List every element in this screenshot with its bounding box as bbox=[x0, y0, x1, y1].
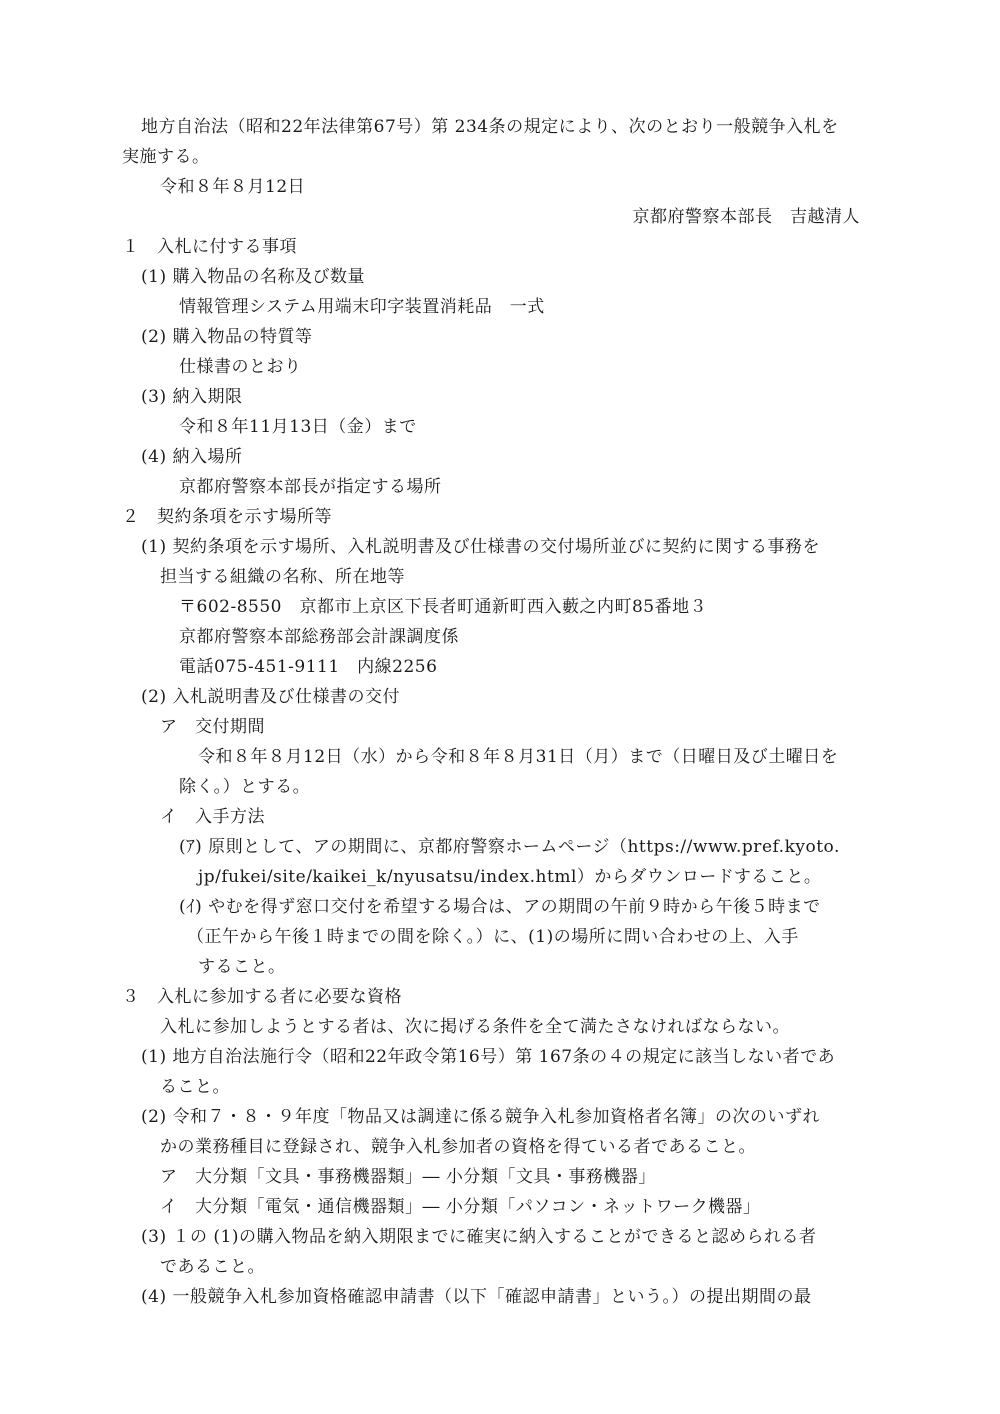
s1-item-4-title: (4) 納入場所 bbox=[141, 447, 243, 467]
s2-item-1-line-1: (1) 契約条項を示す場所、入札説明書及び仕様書の交付場所並びに契約に関する事務を bbox=[141, 537, 820, 557]
s3-item-2-line-2: かの業務種目に登録され、競争入札参加者の資格を得ている者であること。 bbox=[160, 1137, 757, 1157]
s2-i-2-line-1: (ｲ) やむを得ず窓口交付を希望する場合は、アの期間の午前９時から午後５時まで bbox=[179, 897, 821, 917]
s1-item-2-title: (2) 購入物品の特質等 bbox=[141, 327, 313, 347]
s1-item-4-body: 京都府警察本部長が指定する場所 bbox=[179, 477, 442, 497]
s2-a-title: ア 交付期間 bbox=[160, 717, 265, 737]
s2-i-1-line-1: (ｱ) 原則として、アの期間に、京都府警察ホームページ（https://www.pref.kyoto. bbox=[179, 837, 840, 857]
s2-a-line-2: 除く。）とする。 bbox=[179, 777, 311, 797]
s3-item-1-line-2: ること。 bbox=[160, 1077, 230, 1097]
section-1-heading: １ 入札に付する事項 bbox=[122, 237, 297, 257]
s1-item-1-body: 情報管理システム用端末印字装置消耗品 一式 bbox=[179, 297, 545, 317]
s2-i-2-line-3: すること。 bbox=[198, 957, 286, 977]
s3-item-4-line-1: (4) 一般競争入札参加資格確認申請書（以下「確認申請書」という。）の提出期間の最 bbox=[141, 1287, 812, 1307]
s3-intro: 入札に参加しようとする者は、次に掲げる条件を全て満たさなければならない。 bbox=[160, 1017, 790, 1037]
signature: 京都府警察本部長 吉越清人 bbox=[632, 207, 860, 227]
s3-item-1-line-1: (1) 地方自治法施行令（昭和22年政令第16号）第 167条の４の規定に該当しない者であ bbox=[141, 1047, 836, 1067]
intro-line-1: 地方自治法（昭和22年法律第67号）第 234条の規定により、次のとおり一般競争入札を bbox=[141, 117, 839, 137]
intro-line-2: 実施する。 bbox=[122, 147, 210, 167]
s3-item-2-i: イ 大分類「電気・通信機器類」― 小分類「パソコン・ネットワーク機器」 bbox=[160, 1197, 761, 1217]
s2-item-2-title: (2) 入札説明書及び仕様書の交付 bbox=[141, 687, 400, 707]
section-2-heading: ２ 契約条項を示す場所等 bbox=[122, 507, 332, 527]
s1-item-1-title: (1) 購入物品の名称及び数量 bbox=[141, 267, 365, 287]
s1-item-3-body: 令和８年11月13日（金）まで bbox=[179, 417, 417, 437]
s3-item-2-line-1: (2) 令和７・８・９年度「物品又は調達に係る競争入札参加資格者名簿」の次のいずれ bbox=[141, 1107, 820, 1127]
s2-item-1-line-2: 担当する組織の名称、所在地等 bbox=[160, 567, 405, 587]
s2-i-2-line-2: （正午から午後１時までの間を除く。）に、(1)の場所に問い合わせの上、入手 bbox=[187, 927, 799, 947]
s2-i-title: イ 入手方法 bbox=[160, 807, 265, 827]
s3-item-3-line-2: であること。 bbox=[160, 1257, 265, 1277]
s2-organization: 京都府警察本部総務部会計課調度係 bbox=[179, 627, 459, 647]
s2-address: 〒602-8550 京都市上京区下長者町通新町西入藪之内町85番地３ bbox=[179, 597, 708, 617]
s2-i-1-line-2: jp/fukei/site/kaikei_k/nyusatsu/index.html）からダウンロードすること。 bbox=[198, 867, 822, 887]
s2-a-line-1: 令和８年８月12日（水）から令和８年８月31日（月）まで（日曜日及び土曜日を bbox=[198, 747, 839, 767]
s3-item-3-line-1: (3) １の (1)の購入物品を納入期限までに確実に納入することができると認められる者 bbox=[141, 1227, 817, 1247]
s3-item-2-a: ア 大分類「文具・事務機器類」― 小分類「文具・事務機器」 bbox=[160, 1167, 656, 1187]
s1-item-3-title: (3) 納入期限 bbox=[141, 387, 243, 407]
section-3-heading: ３ 入札に参加する者に必要な資格 bbox=[122, 987, 402, 1007]
s1-item-2-body: 仕様書のとおり bbox=[179, 357, 302, 377]
notice-date: 令和８年８月12日 bbox=[160, 177, 306, 197]
s2-phone: 電話075-451-9111 内線2256 bbox=[179, 657, 438, 677]
